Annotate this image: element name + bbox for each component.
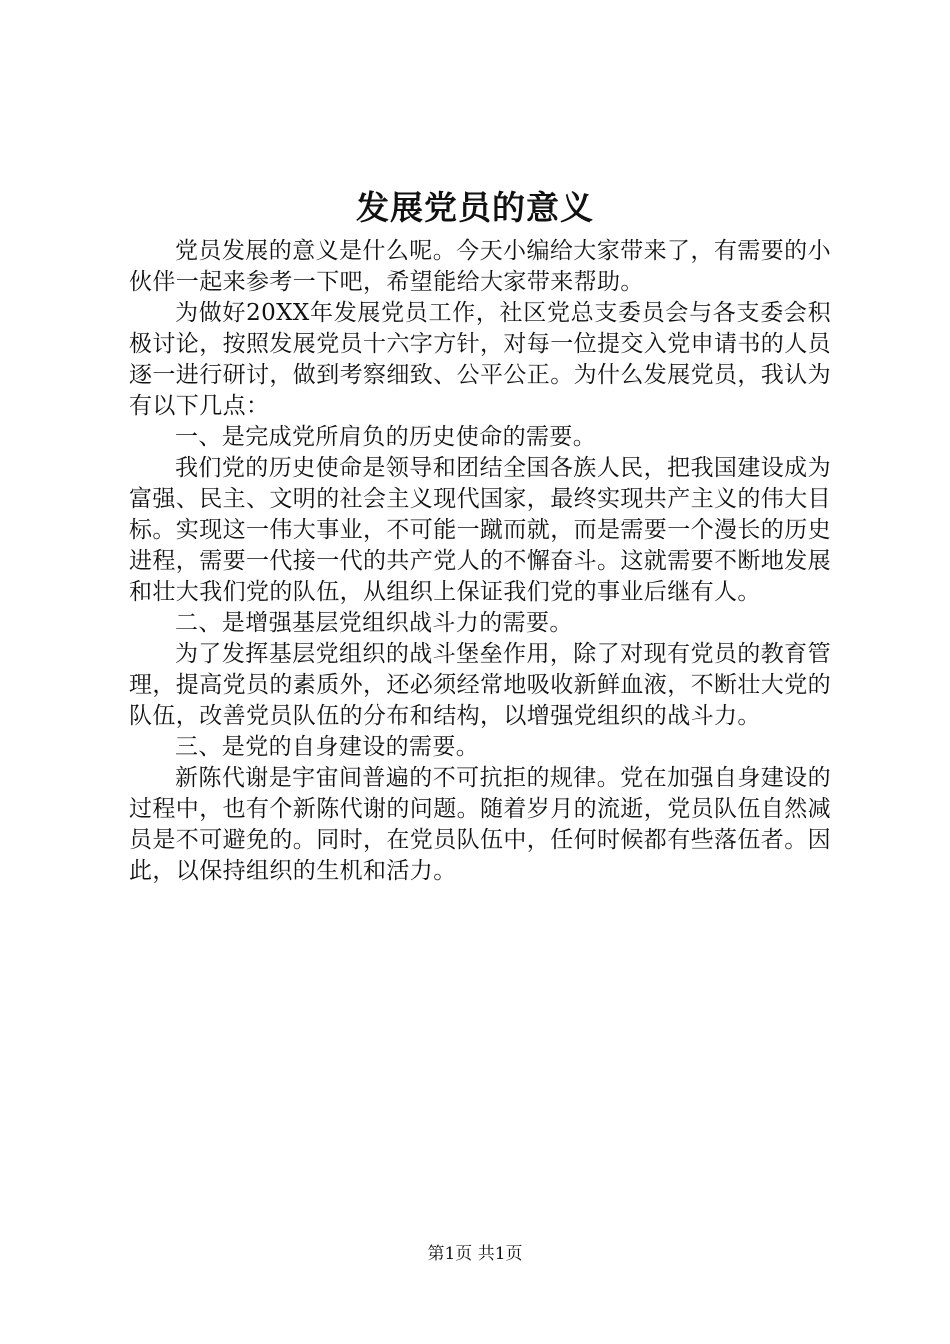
paragraph-point-one: 我们党的历史使命是领导和团结全国各族人民，把我国建设成为富强、民主、文明的社会主义现代国家，最终实现共产主义的伟大目标。实现这一伟大事业，不可能一蹴而就，而是需要一个漫长的历史进程，需要一代接一代的共产党人的不懈奋斗。这就需要不断地发展和壮大我们党的队伍，从组织上保证我们党的事业后继有人。: [129, 455, 831, 605]
heading-point-one: 一、是完成党所肩负的历史使命的需要。: [175, 424, 597, 450]
paragraph-work-overview: 为做好20XX年发展党员工作，社区党总支委员会与各支委会积极讨论，按照发展党员十六字方针，对每一位提交入党申请书的人员逐一进行研讨，做到考察细致、公平公正。为什么发展党员，我认为有以下几点：: [129, 300, 831, 419]
heading-point-three: 三、是党的自身建设的需要。: [175, 734, 480, 760]
paragraph-point-two: 为了发挥基层党组织的战斗堡垒作用，除了对现有党员的教育管理，提高党员的素质外，还必须经常地吸收新鲜血液，不断壮大党的队伍，改善党员队伍的分布和结构，以增强党组织的战斗力。: [129, 641, 831, 729]
heading-point-two: 二、是增强基层党组织战斗力的需要。: [175, 610, 573, 636]
document-title: 发展党员的意义: [356, 188, 594, 227]
paragraph-intro: 党员发展的意义是什么呢。今天小编给大家带来了，有需要的小伙伴一起来参考一下吧，希望能给大家带来帮助。: [129, 238, 831, 295]
paragraph-point-three: 新陈代谢是宇宙间普遍的不可抗拒的规律。党在加强自身建设的过程中，也有个新陈代谢的问题。随着岁月的流逝，党员队伍自然减员是不可避免的。同时，在党员队伍中，任何时候都有些落伍者。因此，以保持组织的生机和活力。: [129, 765, 831, 884]
page-number-footer: 第1页 共1页: [427, 1244, 523, 1264]
document-body: [129, 236, 831, 887]
